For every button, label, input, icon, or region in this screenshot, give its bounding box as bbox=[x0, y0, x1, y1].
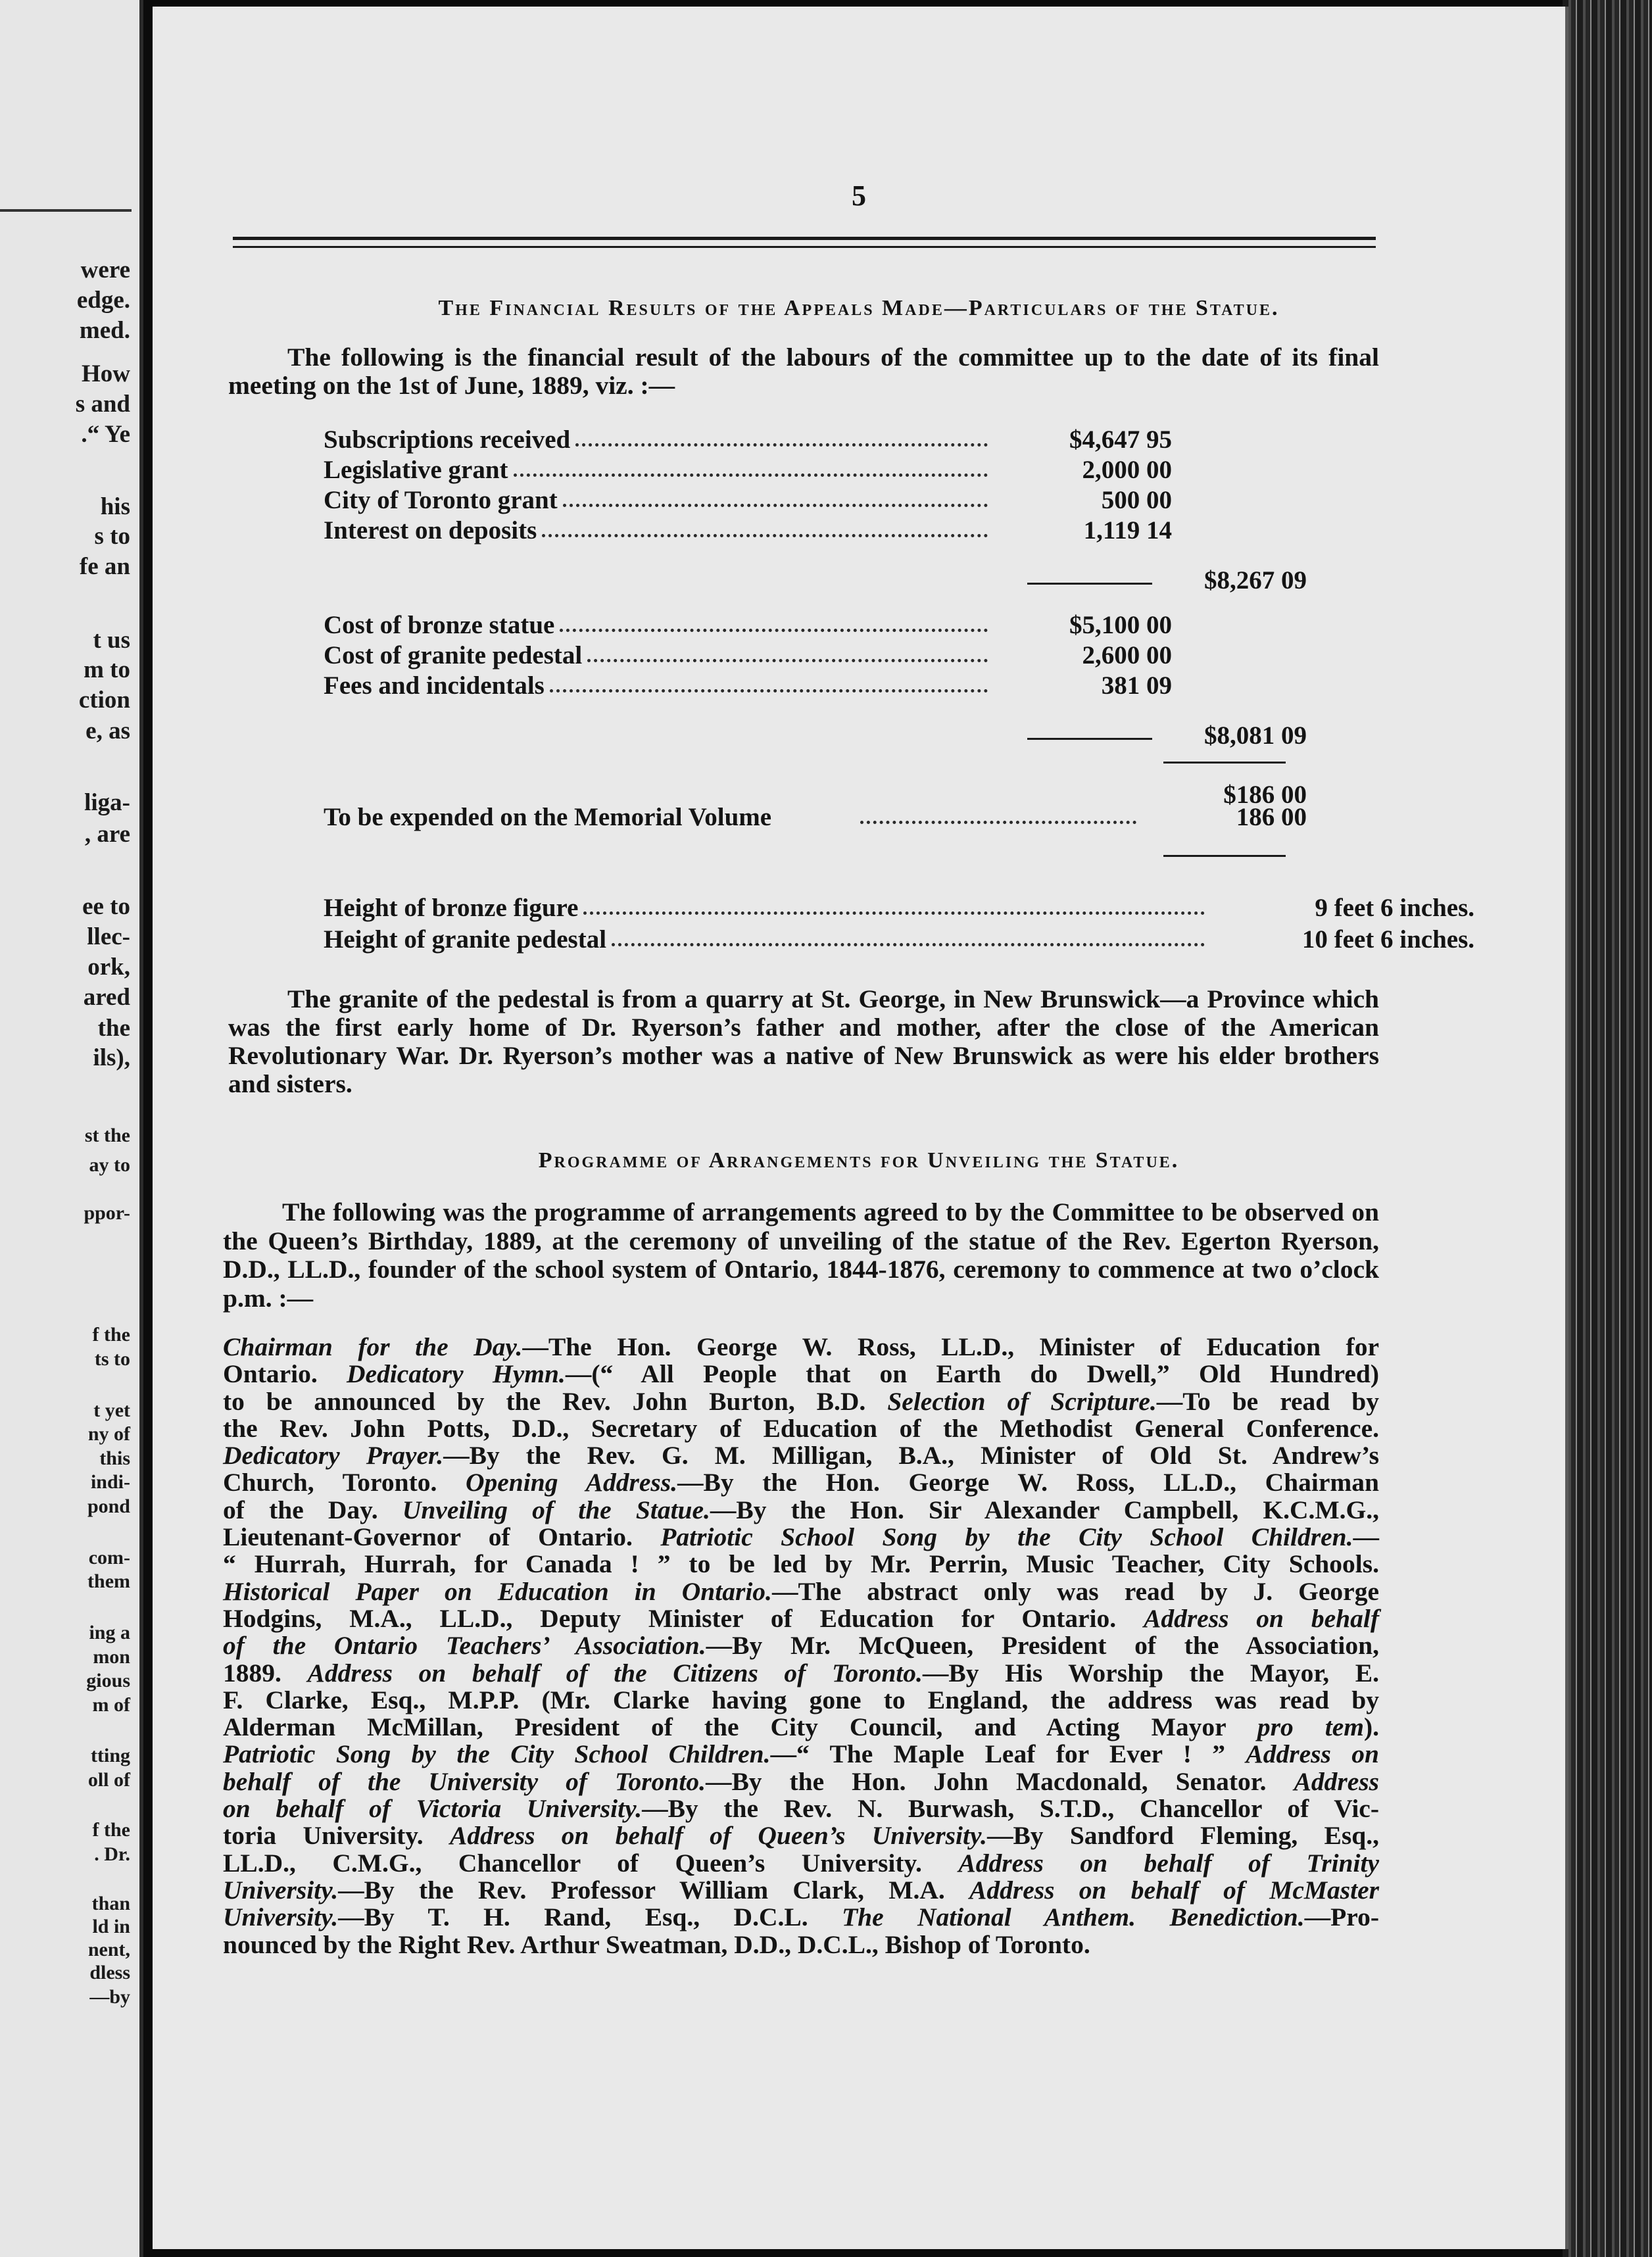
programme-text: nounced by the Right Rev. Arthur Sweatman, D.D., D.C.L., Bishop of Toronto. bbox=[223, 1929, 1090, 1959]
programme-item-title: Dedicatory Hymn. bbox=[347, 1359, 566, 1389]
programme-line bbox=[223, 1551, 1379, 1578]
programme-item-title: pro tem bbox=[1257, 1712, 1364, 1742]
adjacent-page-fragment: oll of bbox=[87, 1769, 130, 1791]
programme-line bbox=[223, 1415, 1379, 1442]
expenses-total-line bbox=[1027, 738, 1152, 740]
adjacent-page-fragment: ee to bbox=[82, 893, 130, 920]
programme-item-title: Opening Address. bbox=[466, 1468, 678, 1497]
programme-text: —By His Worship the Mayor, E. bbox=[922, 1658, 1380, 1687]
adjacent-page-fragment: f the bbox=[92, 1819, 130, 1841]
leader-dots bbox=[612, 943, 1205, 946]
expense-amount: 381 09 bbox=[1101, 671, 1172, 700]
receipt-label: Subscriptions received bbox=[324, 425, 571, 454]
leader-dots bbox=[514, 473, 988, 477]
receipts-total-line bbox=[1027, 583, 1152, 585]
expense-row bbox=[324, 671, 1172, 701]
adjacent-page-fragment: ld in bbox=[92, 1916, 130, 1937]
programme-text: —To be read by bbox=[1156, 1386, 1379, 1416]
receipt-amount: 2,000 00 bbox=[1082, 456, 1172, 484]
receipt-row bbox=[324, 455, 1172, 485]
programme-line bbox=[223, 1795, 1379, 1822]
programme-text: —“ The Maple Leaf for Ever ! ” bbox=[770, 1739, 1246, 1769]
programme-line bbox=[223, 1442, 1379, 1469]
adjacent-page-fragment: pond bbox=[87, 1495, 130, 1517]
header-rule-top bbox=[233, 237, 1376, 240]
adjacent-page-fragment: m to bbox=[84, 656, 130, 683]
programme-text: Church, Toronto. bbox=[223, 1468, 466, 1497]
programme-text: —By the Hon. Sir Alexander Campbell, K.C.M.G., bbox=[710, 1495, 1379, 1524]
expense-label: Fees and incidentals bbox=[324, 671, 545, 700]
programme-line bbox=[223, 1822, 1379, 1849]
programme-item-title: Address on behalf of the Citizens of Toronto. bbox=[307, 1658, 923, 1687]
programme-item-title: University. bbox=[223, 1903, 339, 1932]
adjacent-page-fragment: the bbox=[97, 1015, 130, 1042]
receipt-row bbox=[324, 516, 1172, 546]
adjacent-page-fragment: edge. bbox=[76, 287, 130, 314]
adjacent-page-fragment: t us bbox=[93, 627, 130, 654]
programme-text: ). bbox=[1363, 1712, 1379, 1742]
programme-line bbox=[223, 1524, 1379, 1551]
programme-line bbox=[223, 1469, 1379, 1496]
height-row bbox=[324, 893, 1474, 923]
programme-text: Ontario. bbox=[223, 1359, 347, 1389]
programme-item-title: Address on behalf bbox=[1143, 1603, 1379, 1633]
granite-paragraph: The granite of the pedestal is from a quarry at St. George, in New Brunswick—a Province which was the first early home of Dr. Ryerson’s father and mother, after the close of the American Revolutionary War. Dr. Ryerson’s mother was a native of New Brunswick as were his elder brothers and sisters. bbox=[228, 984, 1379, 1098]
programme-body bbox=[223, 1334, 1379, 1958]
leader-dots bbox=[575, 443, 988, 447]
leader-dots bbox=[587, 659, 988, 662]
programme-item-title: Address on bbox=[1246, 1739, 1380, 1769]
programme-item-title: Address on behalf of McMaster bbox=[969, 1875, 1379, 1905]
adjacent-page-fragment: ils), bbox=[93, 1044, 130, 1071]
receipt-label: Interest on deposits bbox=[324, 516, 537, 545]
programme-line bbox=[223, 1687, 1379, 1714]
adjacent-page-fragment: med. bbox=[79, 317, 130, 344]
programme-item-title: Unveiling of the Statue. bbox=[402, 1495, 710, 1524]
receipt-amount: 500 00 bbox=[1101, 486, 1172, 514]
adjacent-page-rule bbox=[0, 209, 132, 212]
height-amount: 10 feet 6 inches. bbox=[1301, 925, 1474, 954]
adjacent-page-fragment: com- bbox=[88, 1547, 130, 1568]
document-page bbox=[153, 7, 1568, 2249]
programme-text: —(“ All People that on Earth do Dwell,” Old Hundred) bbox=[565, 1359, 1379, 1389]
programme-text: F. Clarke, Esq., M.P.P. (Mr. Clarke having gone to England, the address was read by bbox=[223, 1685, 1379, 1714]
programme-text: toria University. bbox=[223, 1821, 450, 1851]
balance-amount: $186 00 bbox=[1223, 781, 1307, 809]
page-number: 5 bbox=[852, 180, 866, 212]
programme-text: the Rev. John Potts, D.D., Secretary of Education of the Methodist General Conference. bbox=[223, 1413, 1379, 1443]
programme-line bbox=[223, 1768, 1379, 1795]
adjacent-page-fragment: them bbox=[87, 1570, 130, 1592]
height-row bbox=[324, 925, 1474, 955]
programme-line bbox=[223, 1660, 1379, 1687]
programme-text: —The abstract only was read by J. George bbox=[771, 1576, 1379, 1606]
height-amount: 9 feet 6 inches. bbox=[1315, 894, 1474, 922]
adjacent-page-fragment: st the bbox=[84, 1125, 130, 1146]
programme-item-title: The National Anthem. Benediction. bbox=[841, 1903, 1305, 1932]
programme-line bbox=[223, 1605, 1379, 1632]
programme-item-title: Address on behalf of Queen’s University. bbox=[449, 1821, 987, 1851]
adjacent-page-fragment: his bbox=[100, 493, 130, 520]
balance-rule-top bbox=[1163, 762, 1286, 764]
expense-label: Cost of bronze statue bbox=[324, 611, 555, 639]
adjacent-page-fragment: llec- bbox=[87, 923, 130, 950]
programme-item-title: University. bbox=[223, 1875, 339, 1905]
adjacent-page-fragment: fe an bbox=[79, 553, 130, 580]
adjacent-page-fragment: ing a bbox=[89, 1622, 130, 1643]
adjacent-page-fragment: , are bbox=[84, 821, 130, 848]
adjacent-page-fragment: this bbox=[99, 1447, 130, 1469]
adjacent-page-fragment: mon bbox=[93, 1646, 130, 1668]
programme-item-title: on behalf of Victoria University. bbox=[223, 1794, 643, 1824]
adjacent-page-fragment: How bbox=[82, 360, 130, 387]
expense-amount: 2,600 00 bbox=[1082, 641, 1172, 669]
programme-text: —By Sandford Fleming, Esq., bbox=[986, 1821, 1379, 1851]
programme-text: Alderman McMillan, President of the City Council, and Acting Mayor bbox=[223, 1712, 1257, 1742]
adjacent-page-fragment: —by bbox=[89, 1986, 130, 2008]
receipts-total: $8,267 09 bbox=[1204, 566, 1307, 595]
programme-text: Lieutenant-Governor of Ontario. bbox=[223, 1522, 661, 1552]
programme-heading: Programme of Arrangements for Unveiling the Statue. bbox=[538, 1148, 1180, 1173]
programme-item-title: Chairman for the Day. bbox=[223, 1332, 523, 1361]
programme-line bbox=[223, 1361, 1379, 1388]
adjacent-page-fragment: dless bbox=[89, 1962, 130, 1983]
programme-line bbox=[223, 1877, 1379, 1904]
memorial-amount: 186 00 bbox=[1236, 803, 1307, 831]
leader-dots bbox=[860, 821, 1136, 824]
programme-item-title: Patriotic Song by the City School Children. bbox=[223, 1739, 771, 1769]
programme-line bbox=[223, 1931, 1379, 1958]
programme-text: Hodgins, M.A., LL.D., Deputy Minister of Education for Ontario. bbox=[223, 1603, 1144, 1633]
balance-rule-bottom bbox=[1163, 855, 1286, 857]
programme-text: to be announced by the Rev. John Burton, B.D. bbox=[223, 1386, 888, 1416]
adjacent-page-fragment: f the bbox=[92, 1324, 130, 1346]
receipt-row bbox=[324, 485, 1172, 516]
leader-dots bbox=[542, 534, 988, 537]
adjacent-page-fragment: . Dr. bbox=[94, 1843, 130, 1865]
expense-amount: $5,100 00 bbox=[1069, 611, 1172, 639]
adjacent-page-fragment: t yet bbox=[93, 1399, 130, 1421]
memorial-label: To be expended on the Memorial Volume bbox=[324, 803, 772, 831]
adjacent-page-fragment: ny of bbox=[87, 1423, 130, 1445]
adjacent-page-fragment: than bbox=[91, 1893, 130, 1914]
adjacent-page-fragment: ared bbox=[83, 984, 130, 1011]
receipt-row bbox=[324, 425, 1172, 455]
leader-dots bbox=[560, 629, 988, 632]
programme-intro: The following was the programme of arrangements agreed to by the Committee to be observed on the Queen’s Birthday, 1889, at the ceremony of unveiling of the statue of the Rev. Egerton Ryerson, D.D., LL.D., founder of the school system of Ontario, 1844-1876, ceremony to commence at two o’clock p.m. :— bbox=[223, 1198, 1379, 1313]
programme-text: —By the Rev. N. Burwash, S.T.D., Chancellor of Vic- bbox=[642, 1794, 1379, 1824]
adjacent-page-fragment: gious bbox=[86, 1670, 130, 1691]
programme-line bbox=[223, 1632, 1379, 1659]
adjacent-page-fragment: .“ Ye bbox=[81, 421, 130, 448]
programme-line bbox=[223, 1904, 1379, 1931]
programme-text: —By T. H. Rand, Esq., D.C.L. bbox=[338, 1903, 842, 1932]
adjacent-page-fragment: ork, bbox=[87, 954, 130, 981]
header-rule-bottom bbox=[233, 246, 1376, 248]
programme-item-title: Historical Paper on Education in Ontario. bbox=[223, 1576, 772, 1606]
expenses-total: $8,081 09 bbox=[1204, 721, 1307, 750]
adjacent-page-fragment: were bbox=[80, 256, 130, 283]
programme-text: “ Hurrah, Hurrah, for Canada ! ” to be led by Mr. Perrin, Music Teacher, City Schools. bbox=[223, 1549, 1379, 1579]
programme-text: — bbox=[1353, 1522, 1379, 1552]
adjacent-page-fragment: s to bbox=[94, 523, 130, 550]
programme-text: LL.D., C.M.G., Chancellor of Queen’s University. bbox=[223, 1848, 959, 1878]
leader-dots bbox=[583, 911, 1205, 915]
receipt-amount: 1,119 14 bbox=[1083, 516, 1172, 545]
leader-dots bbox=[550, 689, 988, 692]
financial-heading: The Financial Results of the Appeals Made—Particulars of the Statue. bbox=[438, 296, 1280, 320]
adjacent-page-fragment: ay to bbox=[89, 1154, 130, 1176]
programme-item-title: Address bbox=[1294, 1766, 1379, 1796]
expense-row bbox=[324, 641, 1172, 671]
programme-item-title: Patriotic School Song by the City School Children. bbox=[660, 1522, 1353, 1552]
receipt-label: City of Toronto grant bbox=[324, 486, 558, 514]
programme-item-title: Address on behalf of Trinity bbox=[958, 1848, 1379, 1878]
programme-text: —Pro- bbox=[1304, 1903, 1379, 1932]
programme-item-title: of the Ontario Teachers’ Association. bbox=[223, 1631, 706, 1661]
expense-row bbox=[324, 610, 1172, 641]
adjacent-page-strip bbox=[0, 0, 143, 2257]
programme-item-title: Dedicatory Prayer. bbox=[223, 1441, 444, 1470]
adjacent-page-fragment: e, as bbox=[85, 717, 130, 744]
financial-intro: The following is the financial result of the labours of the committee up to the date of its final meeting on the 1st of June, 1889, viz. :— bbox=[228, 343, 1379, 400]
programme-text: 1889. bbox=[223, 1658, 308, 1687]
height-label: Height of granite pedestal bbox=[324, 925, 607, 954]
memorial-row bbox=[324, 802, 1310, 833]
programme-line bbox=[223, 1850, 1379, 1877]
programme-text: of the Day. bbox=[223, 1495, 402, 1524]
programme-line bbox=[223, 1578, 1379, 1605]
programme-text: —By Mr. McQueen, President of the Association, bbox=[706, 1631, 1379, 1661]
adjacent-page-fragment: m of bbox=[92, 1694, 130, 1716]
programme-text: —The Hon. George W. Ross, LL.D., Minister of Education for bbox=[522, 1332, 1379, 1361]
leader-dots bbox=[563, 504, 988, 507]
programme-line bbox=[223, 1388, 1379, 1415]
adjacent-page-fragment: tting bbox=[91, 1745, 130, 1766]
expense-label: Cost of granite pedestal bbox=[324, 641, 583, 669]
height-label: Height of bronze figure bbox=[324, 894, 579, 922]
adjacent-page-fragment: ction bbox=[78, 687, 130, 714]
adjacent-page-fragment: ppor- bbox=[84, 1202, 130, 1224]
programme-text: —By the Rev. Professor William Clark, M.A. bbox=[338, 1875, 970, 1905]
receipt-label: Legislative grant bbox=[324, 456, 508, 484]
programme-item-title: behalf of the University of Toronto. bbox=[223, 1766, 706, 1796]
adjacent-page-fragment: indi- bbox=[90, 1471, 130, 1493]
receipt-amount: $4,647 95 bbox=[1069, 425, 1172, 454]
adjacent-page-fragment: s and bbox=[75, 391, 130, 418]
programme-text: —By the Hon. George W. Ross, LL.D., Chairman bbox=[677, 1468, 1379, 1497]
book-edge bbox=[1563, 0, 1652, 2257]
programme-text: —By the Hon. John Macdonald, Senator. bbox=[705, 1766, 1294, 1796]
programme-line bbox=[223, 1497, 1379, 1524]
adjacent-page-fragment: ts to bbox=[94, 1348, 130, 1370]
programme-line bbox=[223, 1714, 1379, 1741]
programme-line bbox=[223, 1741, 1379, 1768]
adjacent-page-fragment: liga- bbox=[84, 789, 130, 816]
adjacent-page-fragment: nent, bbox=[87, 1939, 130, 1960]
programme-text: —By the Rev. G. M. Milligan, B.A., Minister of Old St. Andrew’s bbox=[443, 1441, 1380, 1470]
programme-line bbox=[223, 1334, 1379, 1361]
programme-item-title: Selection of Scripture. bbox=[887, 1386, 1157, 1416]
